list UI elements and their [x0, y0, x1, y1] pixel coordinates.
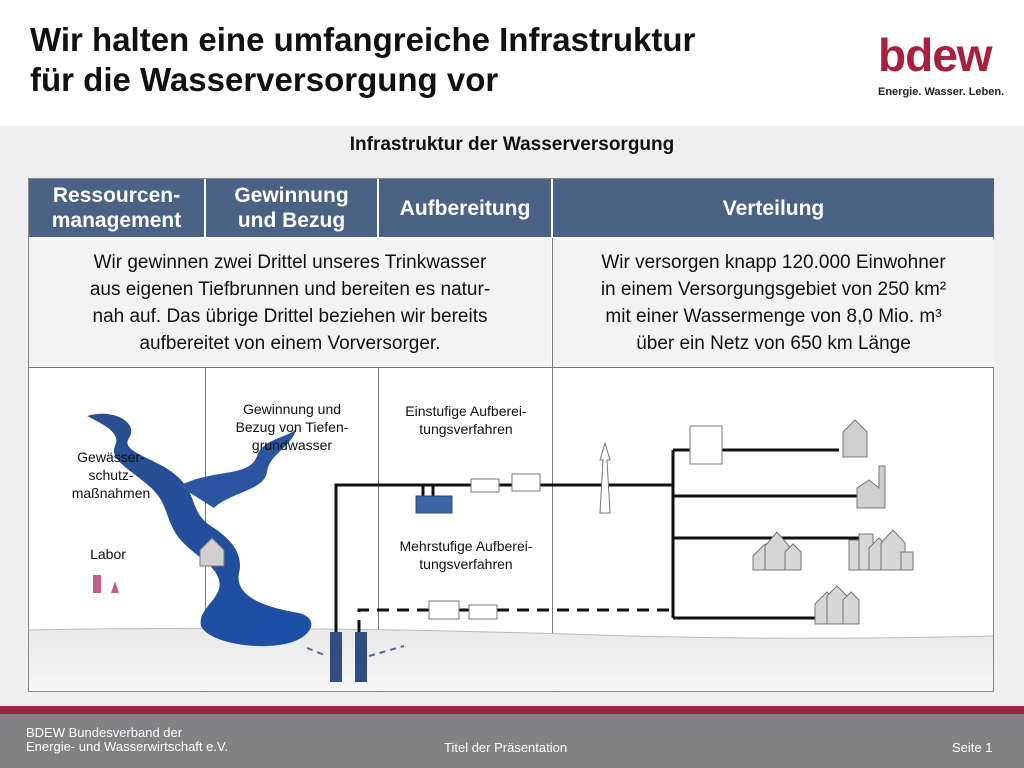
description-left — [29, 239, 551, 367]
house-group-icon — [815, 586, 859, 624]
bdew-logo: bdew — [878, 29, 992, 81]
label-gewinnung — [210, 400, 374, 454]
label-line: Mehrstufige Aufberei- — [399, 538, 533, 554]
well-icon — [330, 632, 342, 682]
description-line: Wir gewinnen zwei Drittel unseres Trinkwasser — [93, 252, 487, 273]
column-header-label: Ressourcen- — [52, 184, 181, 207]
label-line: Gewinnung und — [242, 401, 342, 417]
column-header-label: und Bezug — [237, 209, 346, 232]
column-header-label: Aufbereitung — [399, 196, 531, 220]
label-einstufig — [382, 402, 550, 438]
description-line: über ein Netz von 650 km Länge — [636, 333, 911, 354]
label-line: maßnahmen — [71, 485, 151, 501]
column-header-ressourcenmanagement — [29, 179, 204, 237]
reservoir-icon — [690, 426, 722, 464]
description-line: aus eigenen Tiefbrunnen und bereiten es natur- — [89, 279, 491, 300]
house-icon — [843, 420, 867, 457]
label-labor: Labor — [90, 546, 126, 562]
house-group-icon — [849, 530, 913, 570]
factory-icon — [857, 466, 885, 508]
column-header-aufbereitung — [379, 179, 551, 237]
column-header-label: Gewinnung — [234, 184, 349, 207]
column-header-label: Verteilung — [722, 196, 825, 220]
treatment-basin-icon — [416, 496, 452, 513]
label-mehrstufig — [382, 537, 550, 573]
footer-accent-band — [0, 706, 1024, 714]
description-line: mit einer Wassermenge von 8,0 Mio. m³ — [605, 306, 942, 327]
header — [0, 0, 1024, 126]
footer-org-line: BDEW Bundesverband der — [26, 725, 183, 740]
filter-icon — [512, 474, 540, 491]
column-header-gewinnung — [206, 179, 377, 237]
well-icon — [355, 632, 367, 682]
column-header-verteilung — [553, 179, 994, 237]
footer-organization — [26, 726, 228, 754]
footer-presentation-title: Titel der Präsentation — [444, 740, 568, 755]
description-right — [553, 239, 994, 367]
label-line: schutz- — [88, 467, 134, 483]
filter-icon — [429, 601, 459, 619]
label-line: tungsverfahren — [419, 556, 513, 572]
label-line: Gewässer- — [77, 449, 145, 465]
description-line: aufbereitet von einem Vorversorger. — [139, 333, 441, 354]
labor-icon — [93, 575, 101, 593]
description-line: nah auf. Das übrige Drittel beziehen wir bereits — [92, 306, 488, 327]
label-line: tungsverfahren — [419, 421, 513, 437]
pipeline-dashed — [359, 610, 673, 632]
filter-icon — [469, 605, 497, 619]
label-line: grundwasser — [251, 437, 333, 453]
footer-page-number: Seite 1 — [952, 740, 993, 755]
footer — [0, 714, 1024, 768]
description-line: in einem Versorgungsgebiet von 250 km² — [600, 279, 947, 300]
label-line: Bezug von Tiefen- — [235, 419, 349, 435]
water-tower-icon — [600, 443, 610, 513]
page-title-line1: Wir halten eine umfangreiche Infrastruktur — [30, 21, 696, 58]
filter-icon — [471, 479, 499, 492]
label-line: Einstufige Aufberei- — [405, 403, 527, 419]
footer-org-line: Energie- und Wasserwirtschaft e.V. — [26, 739, 229, 754]
page-title — [30, 20, 830, 100]
column-header-label: management — [51, 209, 182, 232]
logo-claim: Energie. Wasser. Leben. — [878, 86, 1005, 98]
description-line: Wir versorgen knapp 120.000 Einwohner — [601, 252, 946, 273]
page-title-line2: für die Wasserversorgung vor — [30, 61, 499, 98]
diagram-title: Infrastruktur der Wasserversorgung — [349, 134, 675, 155]
label-gewaesserschutz — [56, 448, 166, 502]
